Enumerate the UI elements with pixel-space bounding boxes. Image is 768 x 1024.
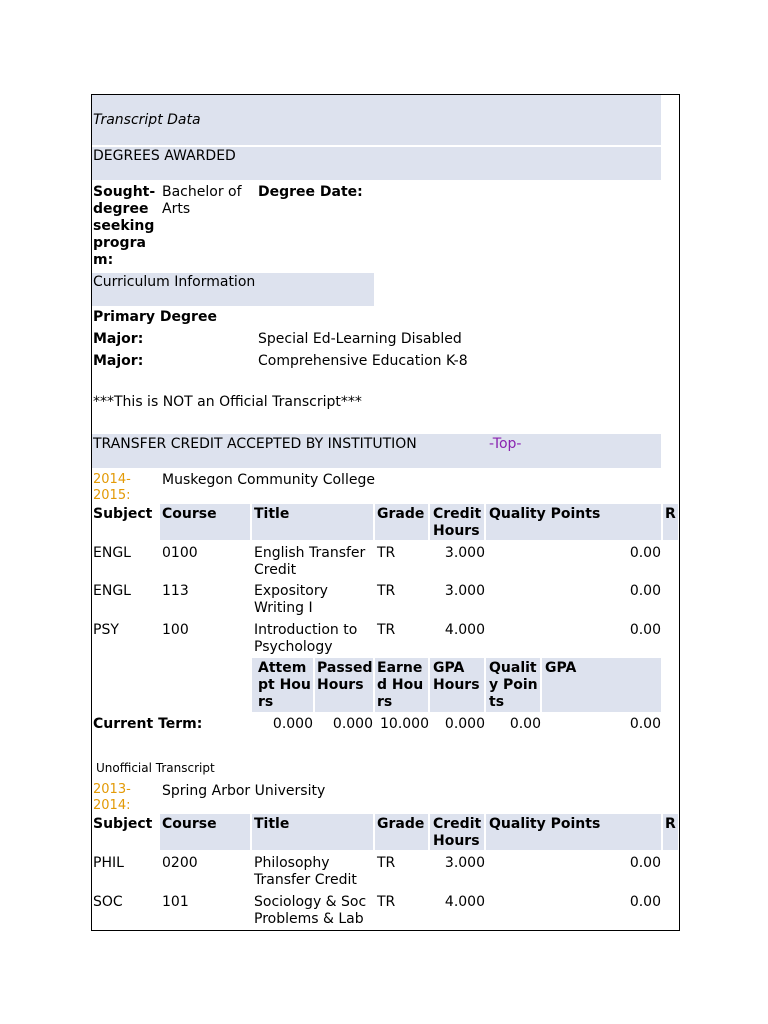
current-term-gpa-hours: 0.000 <box>444 716 485 732</box>
col-grade: Grade <box>377 506 425 522</box>
cell-subject: ENGL <box>93 583 131 599</box>
institution-year-2: 2013-2014: <box>93 782 131 813</box>
major-label-1: Major: <box>93 331 144 347</box>
cell-title: English Transfer Credit <box>254 545 366 578</box>
cell-quality-points: 0.00 <box>629 622 661 638</box>
col-course: Course <box>162 506 217 522</box>
degrees-header: DEGREES AWARDED <box>93 148 236 164</box>
col-title: Title <box>254 506 290 522</box>
unofficial-caption: Unofficial Transcript <box>96 761 215 775</box>
col-quality-points: Quality Points <box>489 816 601 832</box>
major-value-1: Special Ed-Learning Disabled <box>258 331 462 347</box>
col-attempt-hours: Attempt Hours <box>258 660 311 710</box>
cell-title: Sociology & Soc Problems & Lab <box>254 894 367 927</box>
col-term-quality-points: Quality Points <box>489 660 538 710</box>
cell-credit-hours: 3.000 <box>444 583 485 599</box>
cell-grade: TR <box>377 622 396 638</box>
institution-year-1: 2014-2015: <box>93 472 131 503</box>
current-term-quality-points: 0.00 <box>509 716 541 732</box>
col-course: Course <box>162 816 217 832</box>
cell-course: 0200 <box>162 855 198 871</box>
col-subject: Subject <box>93 816 153 832</box>
cell-subject: SOC <box>93 894 123 910</box>
cell-grade: TR <box>377 583 396 599</box>
cell-course: 0100 <box>162 545 198 561</box>
cell-title: Philosophy Transfer Credit <box>254 855 357 888</box>
col-credit-hours: Credit Hours <box>433 506 482 539</box>
current-term-passed: 0.000 <box>332 716 373 732</box>
institution-name-1: Muskegon Community College <box>162 472 375 488</box>
col-credit-hours: Credit Hours <box>433 816 482 849</box>
cell-subject: PHIL <box>93 855 124 871</box>
cell-grade: TR <box>377 855 396 871</box>
col-title: Title <box>254 816 290 832</box>
degree-date-label: Degree Date: <box>258 184 363 200</box>
cell-credit-hours: 4.000 <box>444 894 485 910</box>
cell-quality-points: 0.00 <box>629 855 661 871</box>
col-gpa-hours: GPA Hours <box>433 660 480 693</box>
cell-title: Introduction to Psychology <box>254 622 358 655</box>
current-term-gpa: 0.00 <box>629 716 661 732</box>
current-term-label: Current Term: <box>93 716 203 732</box>
cell-course: 100 <box>162 622 189 638</box>
col-gpa: GPA <box>545 660 577 676</box>
col-earned-hours: Earned Hours <box>377 660 424 710</box>
col-r: R <box>665 816 676 832</box>
cell-grade: TR <box>377 545 396 561</box>
top-link[interactable]: -Top- <box>489 436 522 452</box>
primary-degree: Primary Degree <box>93 309 217 325</box>
cell-course: 101 <box>162 894 189 910</box>
transcript-title: Transcript Data <box>93 112 201 128</box>
institution-name-2: Spring Arbor University <box>162 783 326 799</box>
col-passed-hours: Passed Hours <box>317 660 373 693</box>
current-term-earned: 10.000 <box>380 716 429 732</box>
col-subject: Subject <box>93 506 153 522</box>
transfer-header: TRANSFER CREDIT ACCEPTED BY INSTITUTION <box>93 436 417 452</box>
major-value-2: Comprehensive Education K-8 <box>258 353 468 369</box>
current-term-attempt: 0.000 <box>272 716 313 732</box>
curriculum-header: Curriculum Information <box>93 274 256 290</box>
not-official-notice: ***This is NOT an Official Transcript*** <box>93 394 362 410</box>
cell-grade: TR <box>377 894 396 910</box>
sought-value: Bachelor of Arts <box>162 184 242 217</box>
col-quality-points: Quality Points <box>489 506 601 522</box>
cell-quality-points: 0.00 <box>629 545 661 561</box>
cell-title: Expository Writing I <box>254 583 328 616</box>
cell-quality-points: 0.00 <box>629 583 661 599</box>
major-label-2: Major: <box>93 353 144 369</box>
cell-subject: PSY <box>93 622 119 638</box>
cell-credit-hours: 3.000 <box>444 855 485 871</box>
cell-course: 113 <box>162 583 189 599</box>
cell-quality-points: 0.00 <box>629 894 661 910</box>
col-grade: Grade <box>377 816 425 832</box>
cell-credit-hours: 3.000 <box>444 545 485 561</box>
col-r: R <box>665 506 676 522</box>
sought-label: Sought-degree seeking program: <box>93 184 156 268</box>
cell-subject: ENGL <box>93 545 131 561</box>
cell-credit-hours: 4.000 <box>444 622 485 638</box>
